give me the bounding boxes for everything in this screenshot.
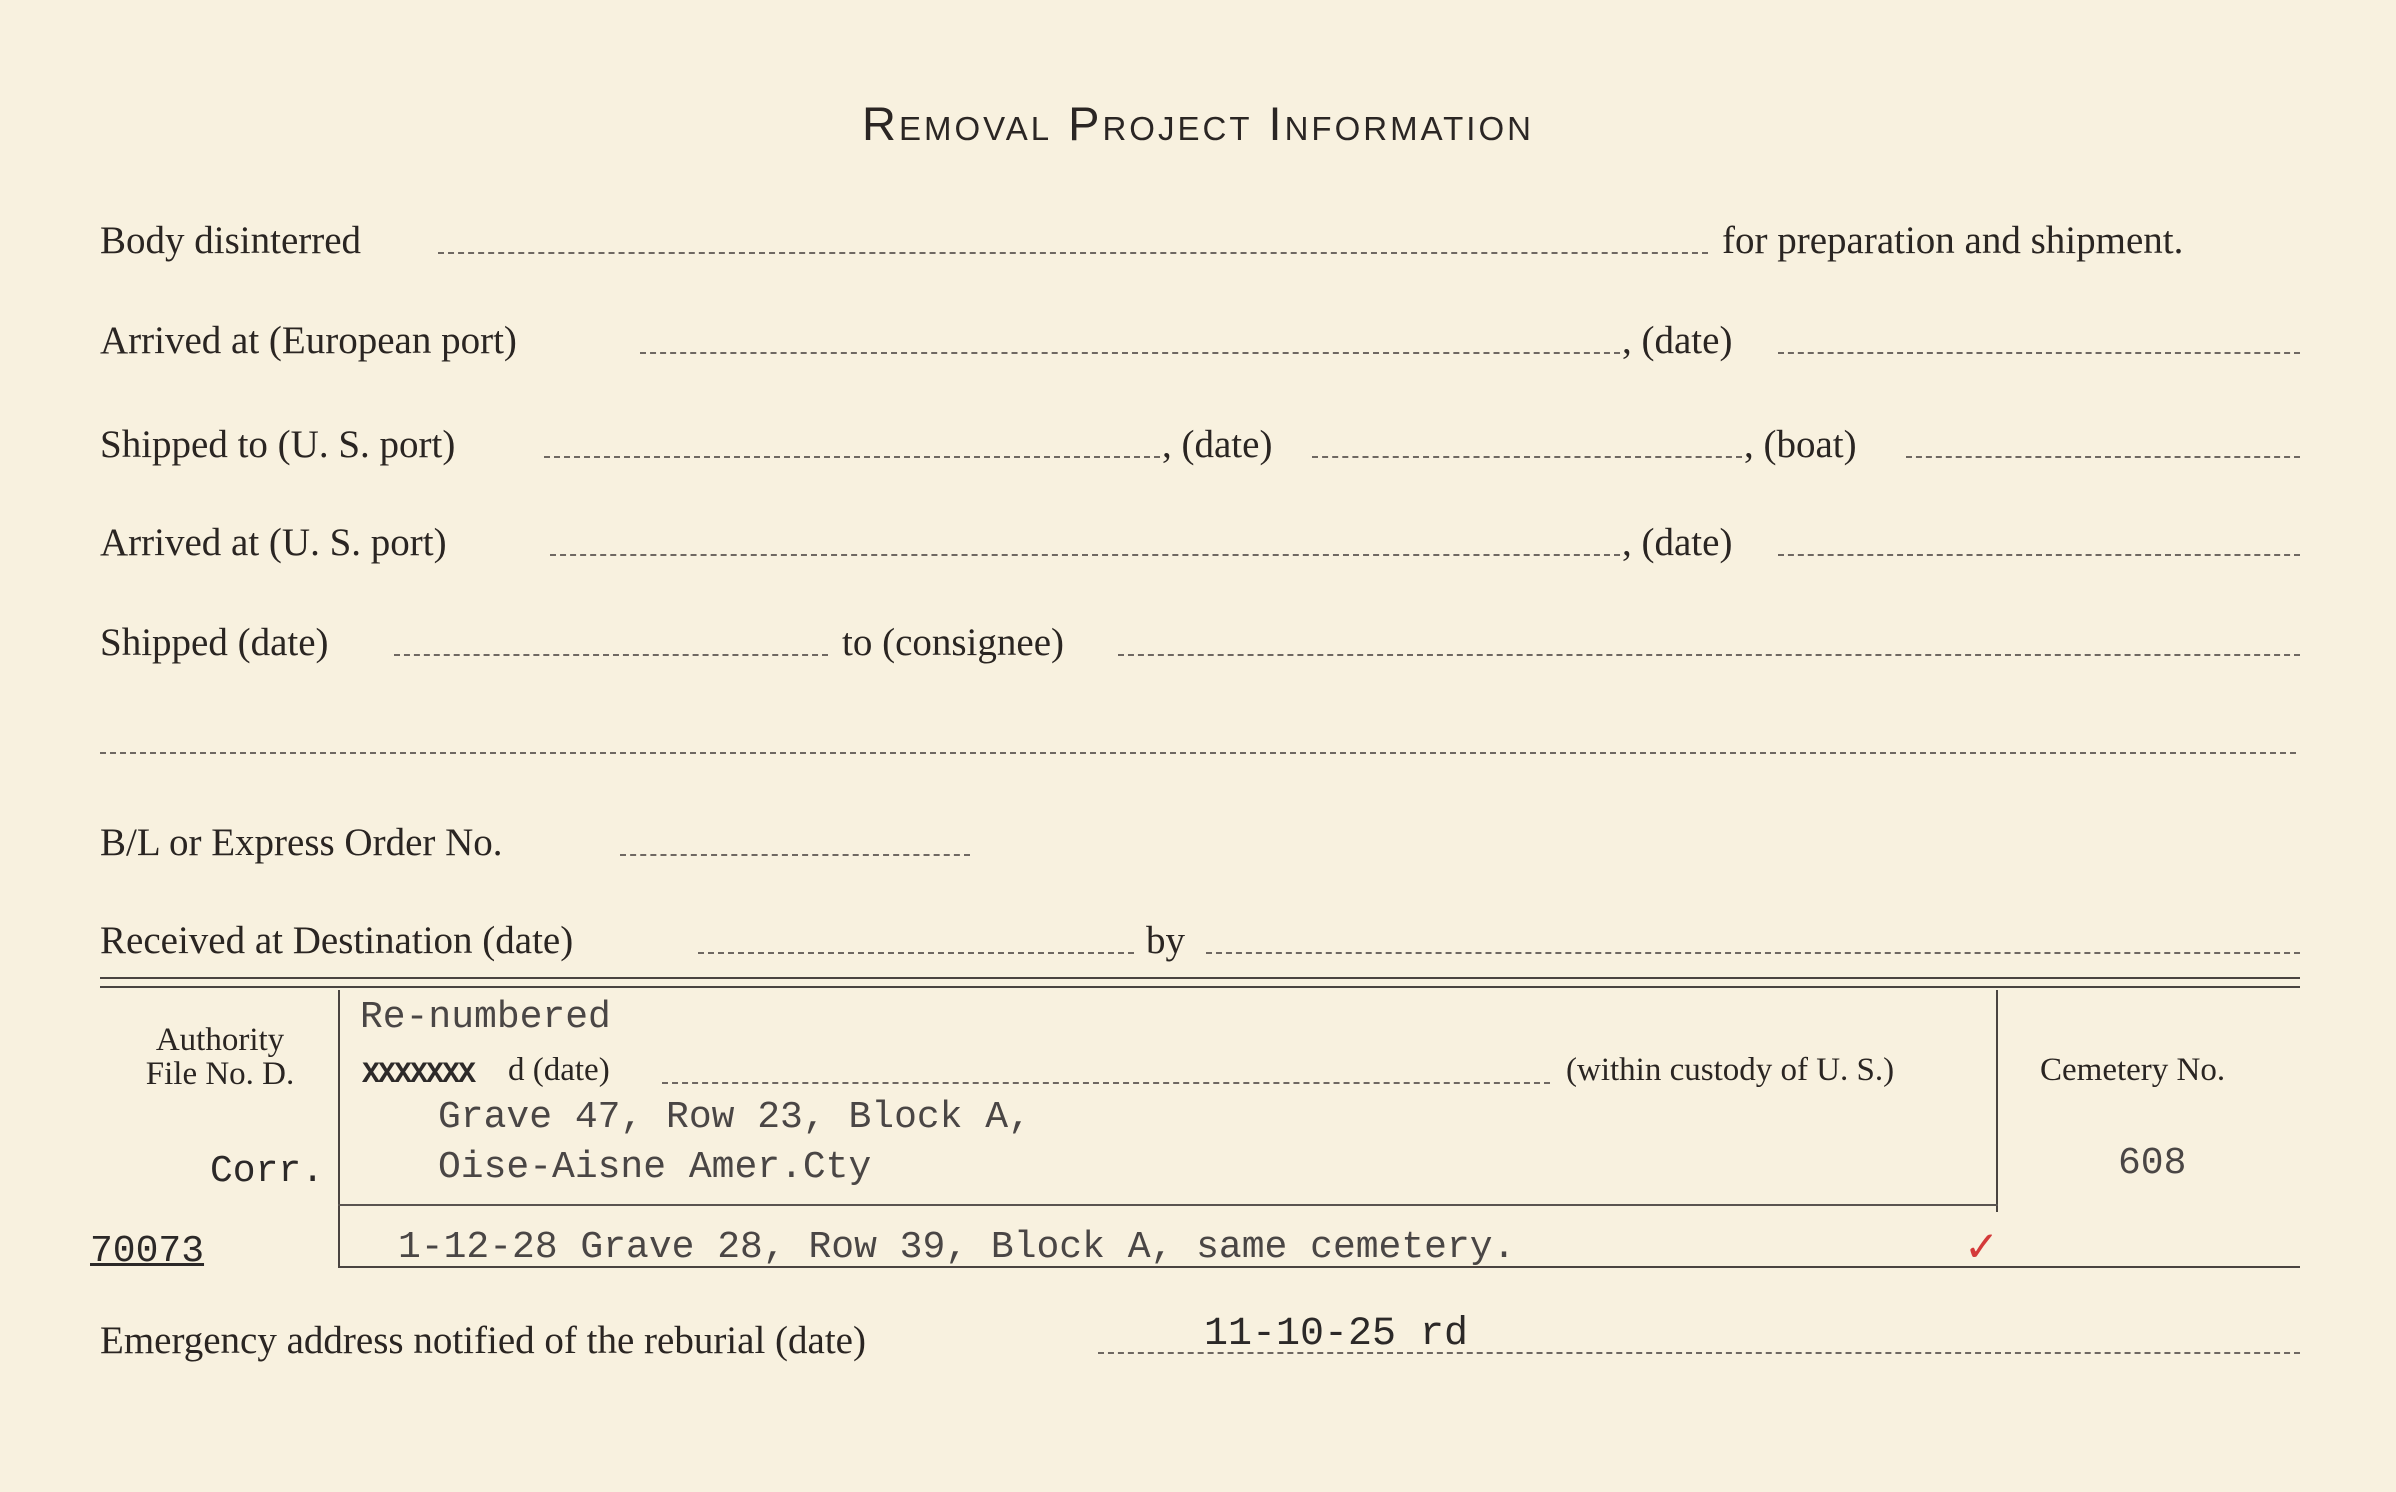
custody-label: (within custody of U. S.) (1566, 1052, 1895, 1088)
reburied-date-line (662, 1082, 1550, 1084)
shipped-to-us-label: Shipped to (U. S. port) (100, 423, 456, 466)
section-rule-bottom (100, 986, 2300, 988)
cemetery-no-label: Cemetery No. (2040, 1052, 2226, 1088)
received-destination-line (698, 952, 1134, 954)
shipped-date-line (394, 654, 828, 656)
boat-label: , (boat) (1744, 423, 1857, 466)
shipped-to-us-line (544, 456, 1160, 458)
bl-order-line (620, 854, 970, 856)
corr-label: Corr. (210, 1150, 325, 1193)
cemetery-divider (1996, 990, 1998, 1212)
emergency-address-label: Emergency address notified of the reburial (date) (100, 1319, 866, 1362)
arrived-european-date-line (1778, 352, 2300, 354)
arrived-us-label: Arrived at (U. S. port) (100, 521, 447, 564)
reburied-date-label: d (date) (508, 1052, 610, 1088)
authority-label: Authority (155, 1022, 285, 1058)
grave-line-1: Grave 47, Row 23, Block A, (438, 1096, 1031, 1139)
by-line (1206, 952, 2300, 954)
section-rule-top (100, 977, 2300, 979)
arrived-us-date-label: , (date) (1622, 521, 1733, 564)
boat-line (1906, 456, 2300, 458)
shipped-date-label: Shipped (date) (100, 621, 329, 664)
arrived-european-date-label: , (date) (1622, 319, 1733, 362)
renumbered-heading: Re-numbered (360, 996, 611, 1039)
red-check-mark: ✓ (1964, 1222, 2000, 1271)
preparation-shipment-label: for preparation and shipment. (1722, 219, 2184, 262)
card-title: Removal Project Information (862, 97, 1534, 150)
authority-divider (338, 990, 340, 1266)
arrived-us-date-line (1778, 554, 2300, 556)
body-disinterred-line (438, 252, 1708, 254)
bl-order-label: B/L or Express Order No. (100, 821, 503, 864)
struck-word: XXXXXXX (362, 1058, 475, 1092)
arrived-european-line (640, 352, 1620, 354)
grave-line-2: Oise-Aisne Amer.Cty (438, 1146, 872, 1189)
file-number: 70073 (90, 1230, 205, 1273)
emergency-date-value: 11-10-25 rd (1204, 1312, 1469, 1357)
continuation-line (100, 752, 2296, 754)
shipped-to-us-date-label: , (date) (1162, 423, 1273, 466)
consignee-label: to (consignee) (842, 621, 1065, 664)
received-destination-label: Received at Destination (date) (100, 919, 574, 962)
renumber-entry: 1-12-28 Grave 28, Row 39, Block A, same cemetery. (398, 1226, 1516, 1269)
file-no-label: File No. D. (145, 1056, 295, 1092)
consignee-line (1118, 654, 2300, 656)
arrived-european-label: Arrived at (European port) (100, 319, 517, 362)
body-disinterred-label: Body disinterred (100, 219, 362, 262)
shipped-to-us-date-line (1312, 456, 1742, 458)
by-label: by (1146, 919, 1185, 962)
cemetery-number: 608 (2118, 1142, 2187, 1185)
grave-entry-underline (338, 1204, 1998, 1206)
arrived-us-line (550, 554, 1620, 556)
